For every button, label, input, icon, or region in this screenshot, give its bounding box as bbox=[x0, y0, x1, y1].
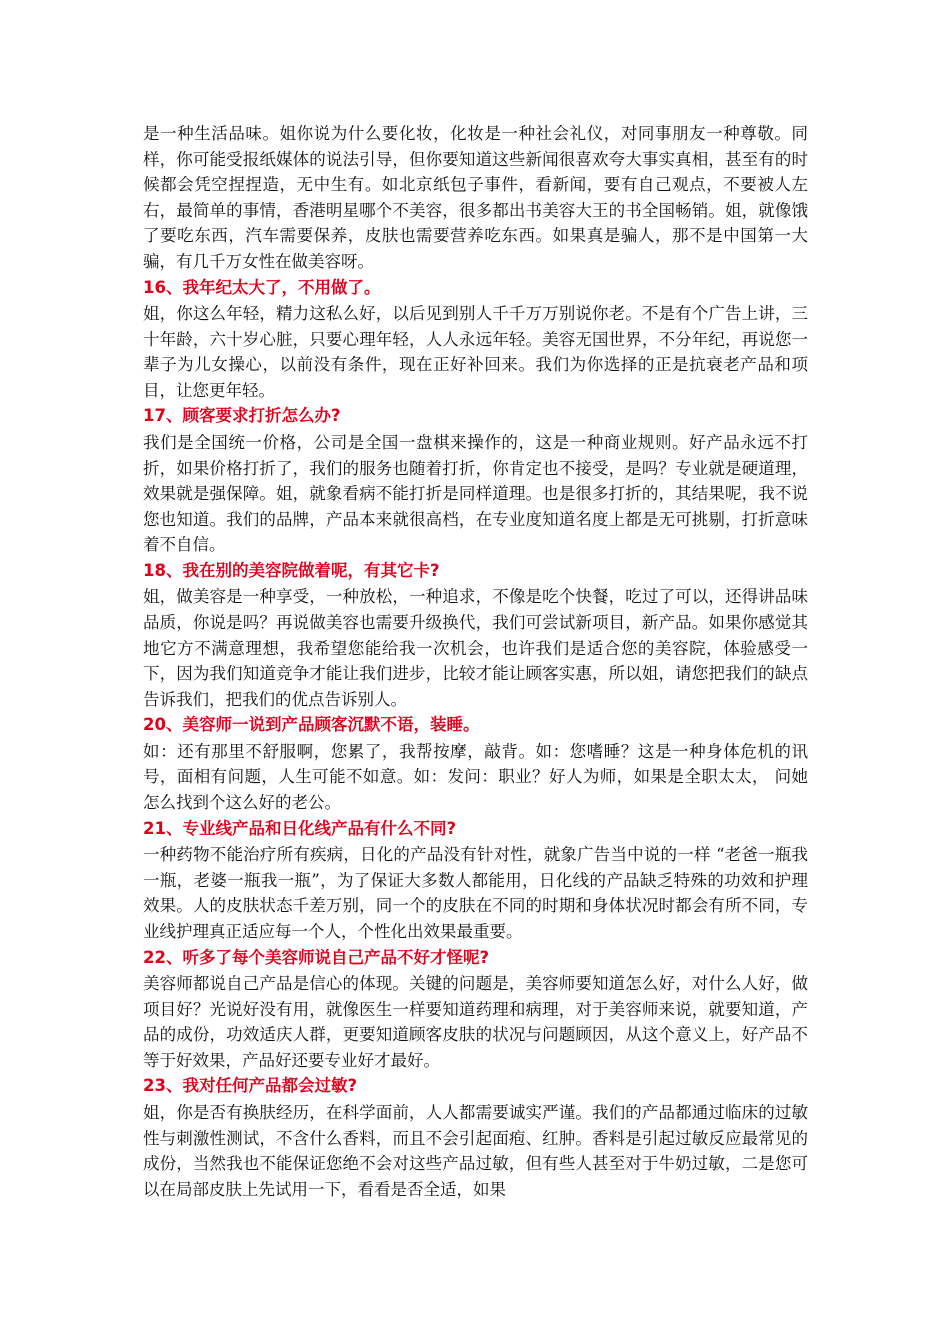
document-page bbox=[143, 121, 808, 1202]
answer-q23: 姐，你是否有换肤经历，在科学面前，人人都需要诚实严谨。我们的产品都通过临床的过敏性与刺激性测试，不含什么香料，而且不会引起面疱、红肿。香料是引起过敏反应最常见的成份，当然我也不能保证您绝不会对这些产品过敏，但有些人甚至对于牛奶过敏，二是您可以在局部皮肤上先试用一下，看看是否全适，如果 bbox=[143, 1102, 808, 1199]
answer-q20: 如：还有那里不舒服啊，您累了，我帮按摩，敲背。如：您嗜睡？这是一种身体危机的讯号，面相有问题，人生可能不如意。如：发问：职业？好人为师，如果是全职太太， 问她怎么找到个这么好的老公。 bbox=[143, 741, 808, 813]
heading-q22: 22、听多了每个美容师说自己产品不好才怪呢? bbox=[143, 947, 490, 967]
answer-q16: 姐，你这么年轻，精力这私么好，以后见到别人千千万万别说你老。不是有个广告上讲，三十年龄，六十岁心脏，只要心理年轻，人人永远年轻。美容无国世界，不分年纪，再说您一辈子为儿女操心，以前没有条件，现在正好补回来。我们为你选择的正是抗衰老产品和项目，让您更年轻。 bbox=[143, 304, 808, 400]
answer-q22: 美容师都说自己产品是信心的体现。关键的问题是，美容师要知道怎么好，对什么人好，做项目好？光说好没有用，就像医生一样要知道药理和病理，对于美容师来说，就要知道，产品的成份，功效适庆人群，更要知道顾客皮肤的状况与问题顾因，从这个意义上，好产品不等于好效果，产品好还要专业好才最好。 bbox=[143, 974, 808, 1070]
heading-q17: 17、顾客要求打折怎么办? bbox=[143, 406, 341, 426]
answer-q18: 姐，做美容是一种享受，一种放松，一种追求，不像是吃个快餐，吃过了可以，还得讲品味品质，你说是吗？再说做美容也需要升级换代，我们可尝试新项目，新产品。如果你感觉其地它方不满意理想，我希望您能给我一次机会，也许我们是适合您的美容院，体验感受一下，因为我们知道竞争才能让我们进步，比较才能让顾客实惠，所以姐，请您把我们的缺点告诉我们，把我们的优点告诉别人。 bbox=[143, 587, 808, 709]
answer-q21: 一种药物不能治疗所有疾病，日化的产品没有针对性，就象广告当中说的一样 “老爸一瓶我一瓶，老婆一瓶我一瓶”，为了保证大多数人都能用，日化线的产品缺乏特殊的功效和护理效果。人的皮肤状态千差万别，同一个的皮肤在不同的时期和身体状况时都会有所不同，专业线护理真正适应每一个人，个性化出效果最重要。 bbox=[143, 845, 808, 941]
heading-q16: 16、我年纪太大了，不用做了。 bbox=[143, 277, 381, 297]
answer-q17: 我们是全国统一价格，公司是全国一盘棋来操作的，这是一种商业规则。好产品永远不打折，如果价格打折了，我们的服务也随着打折，你肯定也不接受，是吗？专业就是硬道理，效果就是强保障。姐，就象看病不能打折是同样道理。也是很多打折的，其结果呢，我不说您也知道。我们的品牌，产品本来就很高档，在专业度知道名度上都是无可挑剔，打折意味着不自信。 bbox=[143, 432, 808, 555]
heading-q23: 23、我对任何产品都会过敏? bbox=[143, 1076, 358, 1096]
heading-q20: 20、美容师一说到产品顾客沉默不语，装睡。 bbox=[143, 715, 480, 735]
intro-paragraph: 是一种生活品味。姐你说为什么要化妆，化妆是一种社会礼仪，对同事朋友一种尊敬。同样，你可能受报纸媒体的说法引导，但你要知道这些新闻很喜欢夸大事实真相，甚至有的时候都会凭空捏捏造，无中生有。如北京纸包子事件，看新闻，要有自己观点，不要被人左右，最简单的事情，香港明星哪个不美容，很多都出书美容大王的书全国畅销。姐，就像饿了要吃东西，汽车需要保养，皮肤也需要营养吃东西。如果真是骗人，那不是中国第一大骗，有几千万女性在做美容呀。 bbox=[143, 124, 808, 271]
heading-q18: 18、我在别的美容院做着呢，有其它卡? bbox=[143, 560, 440, 580]
heading-q21: 21、专业线产品和日化线产品有什么不同? bbox=[143, 818, 457, 838]
